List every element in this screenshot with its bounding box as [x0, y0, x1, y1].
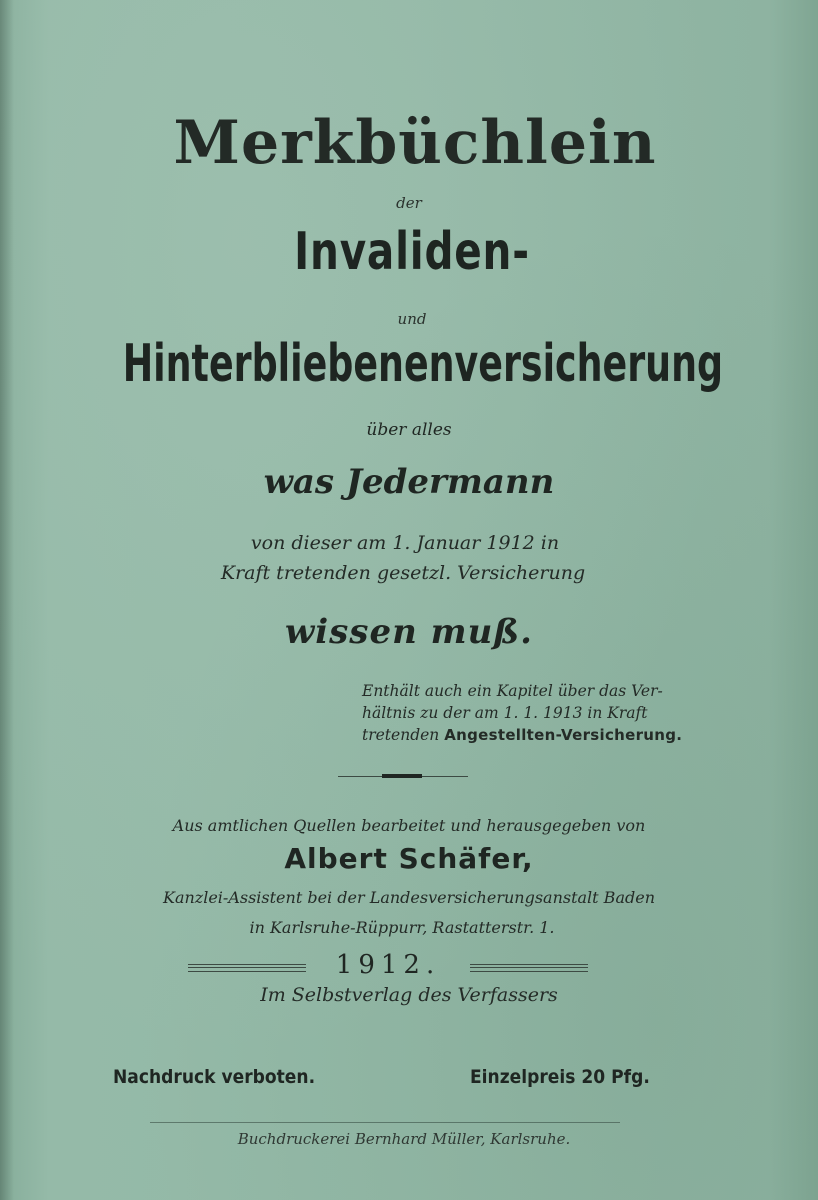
publication-year: 1912.	[335, 950, 441, 980]
footer-rule	[150, 1122, 620, 1123]
connector-und: und	[397, 310, 427, 328]
price-label: Einzelpreis 20 Pfg.	[470, 1066, 650, 1088]
note-line-3-emphasis: Angestellten-Versicherung.	[444, 726, 683, 744]
printer-imprint: Buchdruckerei Bernhard Müller, Karlsruhe.	[237, 1130, 571, 1148]
note-line-3-prefix: tretenden	[362, 726, 440, 744]
year-rule-right	[470, 964, 588, 972]
author-address: in Karlsruhe-Rüppurr, Rastatterstr. 1.	[249, 918, 555, 937]
year-row	[188, 950, 588, 980]
heading-hinterbliebenenversicherung: Hinterbliebenenversicherung	[122, 334, 724, 394]
description-line-2: Kraft tretenden gesetzl. Versicherung	[220, 562, 586, 584]
note-line-3	[362, 724, 722, 746]
note-line-2: hältnis zu der am 1. 1. 1913 in Kraft	[362, 704, 648, 722]
heading-invaliden: Invaliden-	[294, 222, 530, 282]
subtitle-ueber-alles: über alles	[366, 420, 452, 440]
subtitle-was-jedermann: was Jedermann	[263, 462, 555, 502]
author-name: Albert Schäfer,	[284, 842, 534, 875]
source-line: Aus amtlichen Quellen bearbeitet und herausgegeben von	[172, 816, 646, 835]
ornamental-divider	[338, 776, 468, 777]
author-position: Kanzlei-Assistent bei der Landesversicherungsanstalt Baden	[162, 888, 655, 907]
description-line-1: von dieser am 1. Januar 1912 in	[250, 532, 560, 554]
cover-title: Merkbüchlein	[173, 108, 657, 178]
subtitle-wissen-muss: wissen muß.	[284, 612, 534, 652]
note-line-1: Enthält auch ein Kapitel über das Ver-	[362, 682, 663, 700]
publisher-line: Im Selbstverlag des Verfassers	[260, 984, 558, 1006]
connector-der: der	[396, 194, 422, 212]
chapter-note	[362, 680, 722, 746]
reprint-notice: Nachdruck verboten.	[113, 1066, 316, 1088]
